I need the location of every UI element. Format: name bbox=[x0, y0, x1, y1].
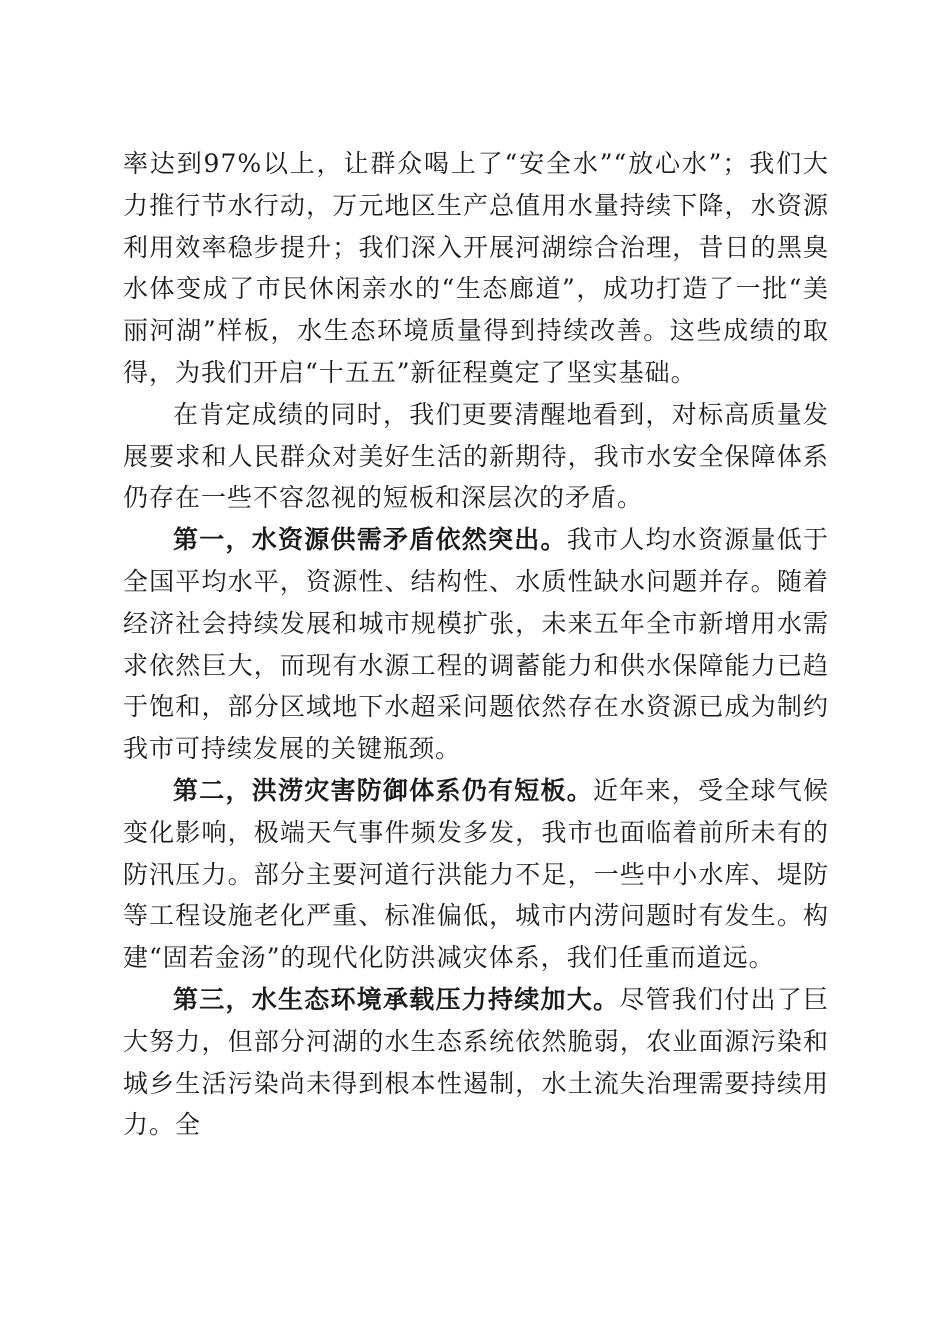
paragraph-achievements bbox=[123, 143, 829, 394]
paragraph-lead: 第一，水资源供需矛盾依然突出。 bbox=[173, 525, 567, 555]
paragraph-point-two bbox=[123, 770, 829, 979]
document-body bbox=[123, 143, 829, 1146]
paragraph-point-three bbox=[123, 979, 829, 1146]
paragraph-text: 近年来，受全球气候变化影响，极端天气事件频发多发，我市也面临着前所未有的防汛压力。部分主要河道行洪能力不足，一些中小水库、堤防等工程设施老化严重、标准偏低，城市内涝问题时有发生。构建“固若金汤”的现代化防洪减灾体系，我们任重而道远。 bbox=[123, 775, 829, 973]
paragraph-lead: 第二，洪涝灾害防御体系仍有短板。 bbox=[173, 775, 593, 805]
paragraph-text: 尽管我们付出了巨大努力，但部分河湖的水生态系统依然脆弱，农业面源污染和城乡生活污染尚未得到根本性遏制，水土流失治理需要持续用力。全 bbox=[123, 984, 829, 1140]
paragraph-shortcomings-intro bbox=[123, 394, 829, 519]
paragraph-lead: 第三，水生态环境承载压力持续加大。 bbox=[173, 984, 620, 1014]
paragraph-text: 我市人均水资源量低于全国平均水平，资源性、结构性、水质性缺水问题并存。随着经济社会持续发展和城市规模扩张，未来五年全市新增用水需求依然巨大，而现有水源工程的调蓄能力和供水保障能力已趋于饱和，部分区域地下水超采问题依然存在水资源已成为制约我市可持续发展的关键瓶颈。 bbox=[123, 525, 829, 764]
paragraph-text: 在肯定成绩的同时，我们更要清醒地看到，对标高质量发展要求和人民群众对美好生活的新期待，我市水安全保障体系仍存在一些不容忽视的短板和深层次的矛盾。 bbox=[123, 399, 829, 513]
paragraph-point-one bbox=[123, 519, 829, 770]
paragraph-text: 率达到97%以上，让群众喝上了“安全水”“放心水”；我们大力推行节水行动，万元地区生产总值用水量持续下降，水资源利用效率稳步提升；我们深入开展河湖综合治理，昔日的黑臭水体变成了市民休闲亲水的“生态廊道”，成功打造了一批“美丽河湖”样板，水生态环境质量得到持续改善。这些成绩的取得，为我们开启“十五五”新征程奠定了坚实基础。 bbox=[123, 149, 829, 387]
